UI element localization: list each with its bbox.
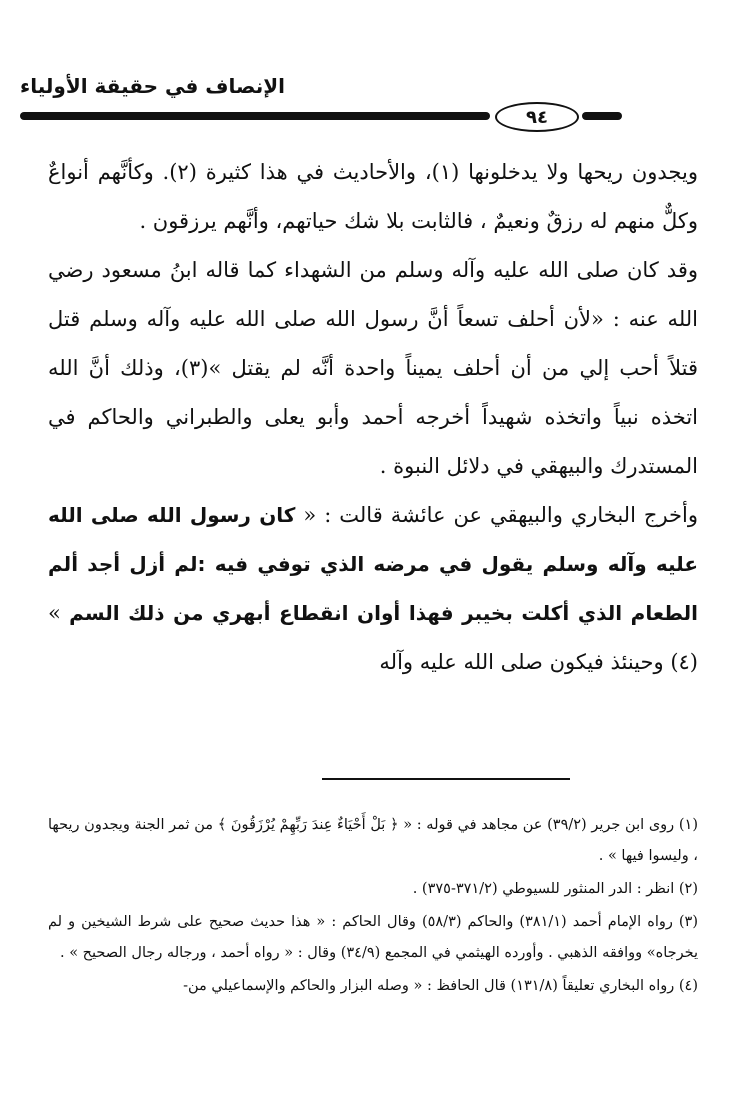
paragraph-3 <box>48 491 698 687</box>
header-rule-short <box>582 112 622 120</box>
paragraph-1: ويجدون ريحها ولا يدخلونها (١)، والأحاديث في هذا كثيرة (٢). وكأنَّهم أنواعٌ وكلٌّ منهم له رزقٌ ونعيمٌ ، فالثابت بلا شك حياتهم، وأنَّهم يرزقون . <box>48 160 698 233</box>
footnotes <box>48 810 698 1004</box>
header-rule-long <box>20 112 490 120</box>
hadith-quote: كان رسول الله صلى الله عليه وآله وسلم يقول في مرضه الذي توفي فيه :لم أزل أجد ألم الطعام الذي أكلت بخيبر فهذا أوان انقطاع أبهري من ذلك السم <box>48 503 698 625</box>
footnote-1: (١) روى ابن جرير (٣٩/٢) عن مجاهد في قوله : « ﴿ بَلْ أَحْيَاءٌ عِندَ رَبِّهِمْ يُرْزَقُونَ ﴾ من ثمر الجنة ويجدون ريحها ، وليسوا فيها » . <box>48 817 698 864</box>
paragraph-3-intro: وأخرج البخاري والبيهقي عن عائشة قالت : « <box>295 503 698 527</box>
page-number: ٩٤ <box>495 102 579 132</box>
footnote-3: (٣) رواه الإمام أحمد (٣٨١/١) والحاكم (٥٨/٣) وقال الحاكم : « هذا حديث صحيح على شرط الشيخين و لم يخرجاه» ووافقه الذهبي . وأورده الهيثمي في المجمع (٣٤/٩) وقال : « رواه أحمد ، ورجاله رجال الصحيح » . <box>48 914 698 961</box>
paragraph-2: وقد كان صلى الله عليه وآله وسلم من الشهداء كما قاله ابنُ مسعود رضي الله عنه : «لأن أحلف تسعاً أنَّ رسول الله صلى الله عليه وآله وسلم قتل قتلاً أحب إلي من أن أحلف يميناً واحدة أنَّه لم يقتل »(٣)، وذلك أنَّ الله اتخذه نبياً واتخذه شهيداً أخرجه أحمد وأبو يعلى والطبراني والحاكم في المستدرك والبيهقي في دلائل النبوة . <box>48 258 698 478</box>
main-text <box>48 148 698 687</box>
paragraph-3-end: » (٤) وحينئذ فيكون صلى الله عليه وآله <box>48 601 698 674</box>
running-title: الإنصاف في حقيقة الأولياء <box>20 74 286 98</box>
footnote-separator <box>322 778 570 780</box>
footnote-2: (٢) انظر : الدر المنثور للسيوطي (٣٧١/٢-٣٧٥) . <box>412 881 698 897</box>
footnote-4: (٤) رواه البخاري تعليقاً (١٣١/٨) قال الحافظ : « وصله البزار والحاكم والإسماعيلي من- <box>183 978 698 994</box>
